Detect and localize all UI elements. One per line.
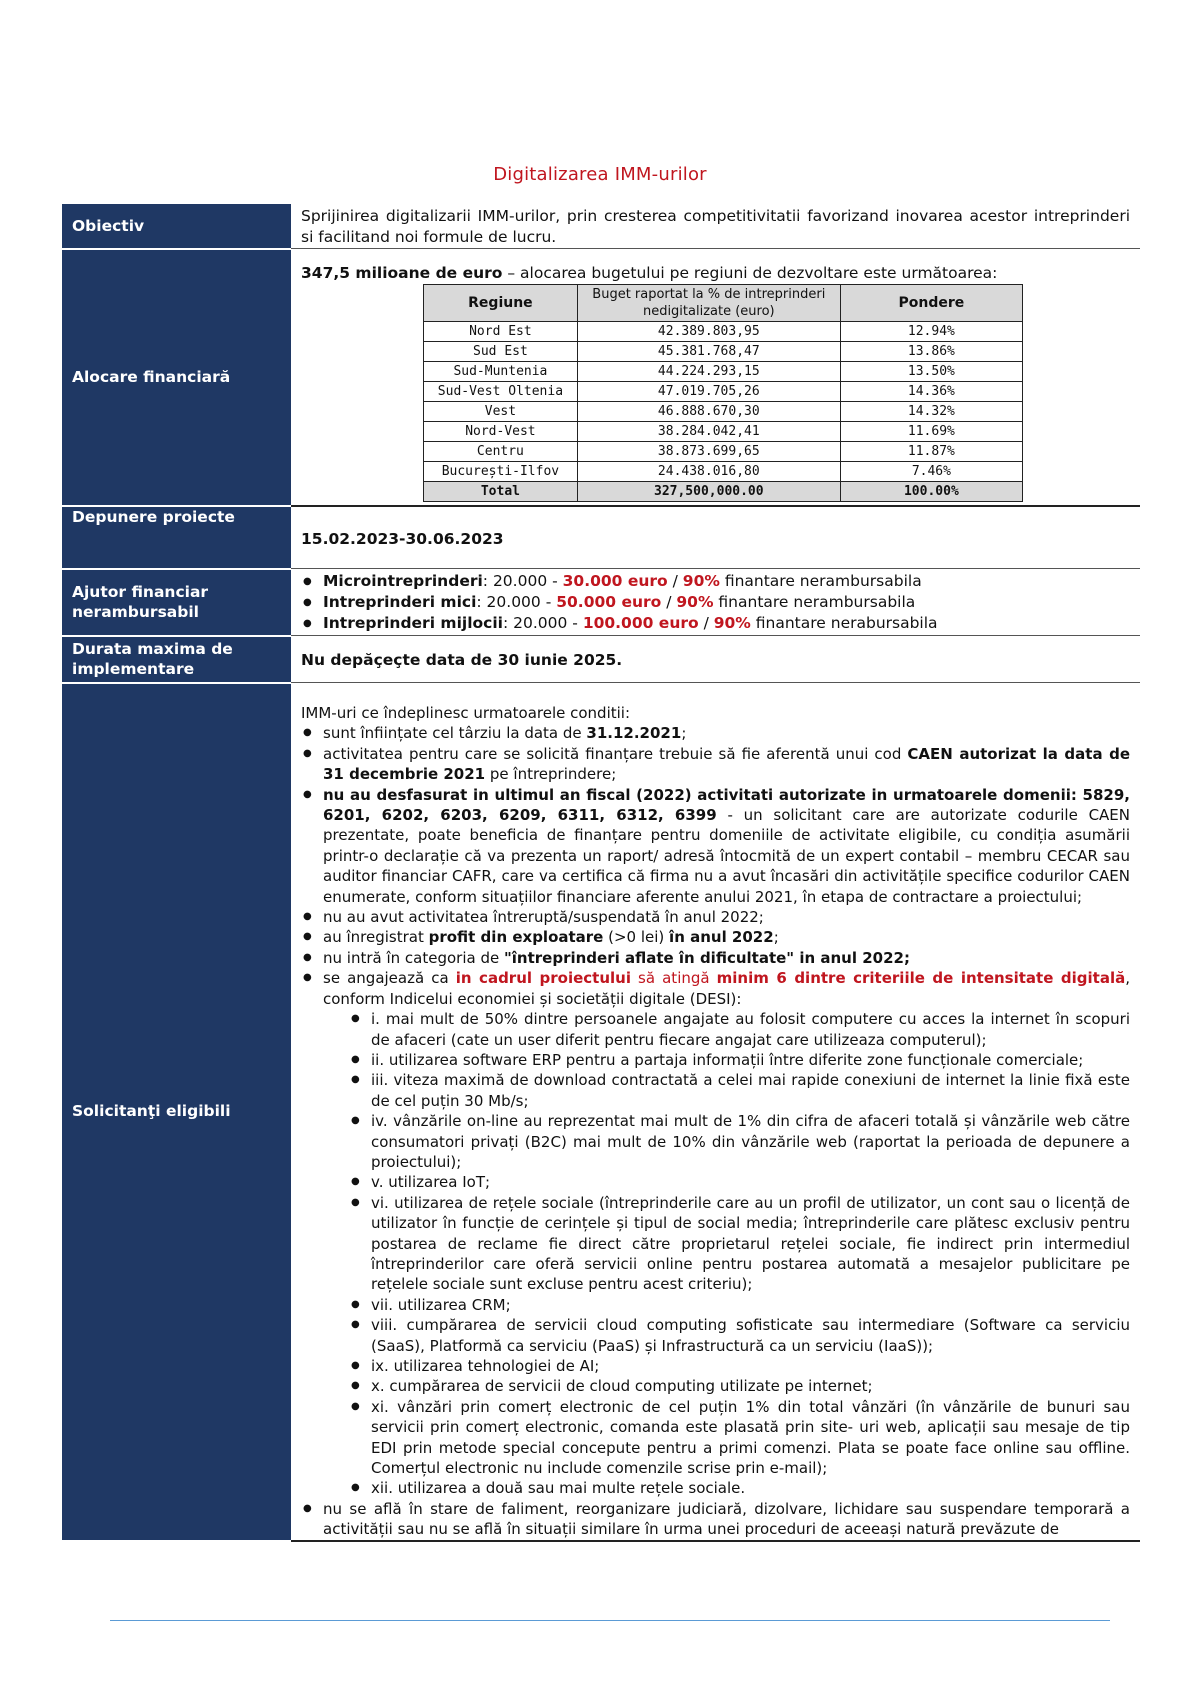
- desi-criterion: ● vii. utilizarea CRM;: [371, 1295, 1130, 1315]
- eligibility-item: [323, 948, 1130, 968]
- ajutor-tail: finantare nerambursabila: [719, 572, 922, 590]
- page-title: Digitalizarea IMM-urilor: [493, 164, 707, 185]
- alocare-amount: 347,5 milioane de euro: [301, 264, 503, 282]
- region-name: Nord Est: [424, 322, 578, 342]
- region-row: [424, 342, 1023, 362]
- region-budget: 24.438.016,80: [577, 462, 840, 482]
- ajutor-min: : 20.000 -: [502, 614, 583, 632]
- ajutor-max: 30.000 euro: [562, 572, 668, 590]
- label-text: Solicitanţi eligibili: [72, 1102, 231, 1121]
- label-ajutor: [62, 569, 291, 636]
- eligibility-item: [323, 723, 1130, 743]
- value-durata: [291, 636, 1140, 683]
- text: , conform Indicelui economiei și societății digitale (DESI):: [323, 969, 1130, 1008]
- text: ;: [773, 928, 779, 947]
- desi-criterion: ● vi. utilizarea de rețele sociale (întreprinderile care au un profil de utilizator, un cont sau o licență de utilizator în funcție de cerințele și tipul de social media; întreprinderile care plătesc exclusiv pentru postarea de reclame fie direct către proprietarul rețelei sociale, fie indirect prin intermediul întreprinderilor care oferă servicii online pentru postarea automată a mesajelor publicitare pe rețelele sociale sunt excluse pentru acest criteriu);: [371, 1193, 1130, 1295]
- eligibility-item: [323, 968, 1130, 1499]
- ajutor-min: : 20.000 -: [476, 593, 557, 611]
- ajutor-pct: 90%: [682, 572, 720, 590]
- total-label: Total: [424, 482, 578, 502]
- region-row: [424, 422, 1023, 442]
- desi-criterion: ● i. mai mult de 50% dintre persoanele angajate au folosit computere cu acces la internet în scopuri de afaceri (cate un user diferit pentru fiecare angajat care utilizeaza computerul);: [371, 1009, 1130, 1050]
- text: sunt înființate cel târziu la data de: [323, 724, 587, 743]
- region-name: Centru: [424, 442, 578, 462]
- text: nu intră în categoria de: [323, 948, 504, 967]
- label-solicitanti: [62, 683, 291, 1541]
- row-durata: [62, 636, 1140, 683]
- region-budget-table: [423, 284, 1023, 502]
- ajutor-item: [323, 571, 1130, 592]
- total-share: 100.00%: [840, 482, 1022, 502]
- eligibility-item: [323, 1499, 1130, 1540]
- text: (>0 lei): [603, 928, 670, 947]
- alocare-intro: [301, 263, 1130, 284]
- ajutor-sep: /: [661, 593, 677, 611]
- eligibility-item: [323, 785, 1130, 907]
- desi-criteria-list: [371, 1009, 1130, 1499]
- region-budget: 38.284.042,41: [577, 422, 840, 442]
- col-regiune: Regiune: [424, 285, 578, 322]
- eligibility-item: [323, 927, 1130, 947]
- desi-criterion: ● iii. viteza maximă de download contractată a celei mai rapide conexiuni de internet la linie fixă este de cel puțin 30 Mb/s;: [371, 1070, 1130, 1111]
- ajutor-pct: 90%: [713, 614, 751, 632]
- region-budget: 38.873.699,65: [577, 442, 840, 462]
- region-name: Sud Est: [424, 342, 578, 362]
- label-alocare: [62, 249, 291, 507]
- region-table-header: [424, 285, 1023, 322]
- region-total-row: [424, 482, 1023, 502]
- label-obiectiv: [62, 204, 291, 249]
- label-text: Depunere proiecte: [72, 508, 235, 526]
- region-name: București-Ilfov: [424, 462, 578, 482]
- text: au înregistrat: [323, 928, 429, 947]
- text-red: in cadrul proiectului: [455, 969, 631, 988]
- label-depunere: [62, 506, 291, 569]
- value-depunere: [291, 506, 1140, 569]
- program-table: [62, 204, 1140, 1542]
- region-row: [424, 402, 1023, 422]
- ajutor-max: 100.000 euro: [582, 614, 699, 632]
- value-obiectiv: [291, 204, 1140, 249]
- desi-criterion: ● v. utilizarea IoT;: [371, 1172, 1130, 1192]
- desi-criterion: ● iv. vânzările on-line au reprezentat mai mult de 1% din cifra de afaceri totală și vânzările web către consumatori privați (B2C) mai mult de 10% din vânzările web (raportat la perioada de depunere a proiectului);: [371, 1111, 1130, 1172]
- region-budget: 45.381.768,47: [577, 342, 840, 362]
- text: pe întreprindere;: [485, 765, 617, 784]
- footer-divider: [110, 1620, 1110, 1621]
- text: ;: [681, 724, 687, 743]
- eligibility-item: [323, 907, 1130, 927]
- text: nu se află în stare de faliment, reorganizare judiciară, dizolvare, lichidare sau suspendare temporară a activității sau nu se află în situații similare în urma unei proceduri de aceeași natură prevăzute de: [323, 1499, 1130, 1539]
- text: se angajează ca: [323, 969, 456, 988]
- ajutor-tail: finantare nerambursabila: [713, 593, 916, 611]
- text-bold: în anul 2022: [669, 928, 774, 947]
- region-budget: 44.224.293,15: [577, 362, 840, 382]
- text-bold: 31.12.2021: [586, 724, 682, 743]
- desi-criterion: ● viii. cumpărarea de servicii cloud computing sofisticate sau intermediare (Software ca serviciu (SaaS), Platformă ca serviciu (PaaS) și Infrastructură ca un serviciu (IaaS));: [371, 1315, 1130, 1356]
- region-row: [424, 442, 1023, 462]
- desi-criterion: ● x. cumpărarea de servicii de cloud computing utilizate pe internet;: [371, 1376, 1130, 1396]
- region-share: 14.36%: [840, 382, 1022, 402]
- desi-criterion: ● xi. vânzări prin comerț electronic de cel puțin 1% din total vânzări (în vânzările de bunuri sau servicii prin comerț electronic, comanda este plasată prin site- uri web, aplicații sau mesaje de tip EDI prin metode special concepute pentru a primi comenzi. Plata se poate face online sau offline. Comerțul electronic nu include comenzile scrise prin e-mail);: [371, 1397, 1130, 1479]
- desi-criterion: ● ix. utilizarea tehnologiei de AI;: [371, 1356, 1130, 1376]
- ajutor-list: [301, 571, 1130, 634]
- region-name: Sud-Vest Oltenia: [424, 382, 578, 402]
- text: nu au avut activitatea întreruptă/suspendată în anul 2022;: [323, 908, 764, 927]
- row-obiectiv: [62, 204, 1140, 249]
- eligibility-item: [323, 744, 1130, 785]
- depunere-dates: 15.02.2023-30.06.2023: [301, 530, 504, 548]
- region-row: [424, 462, 1023, 482]
- region-budget: 46.888.670,30: [577, 402, 840, 422]
- text-bold: CAEN autorizat la data de 31 decembrie 2021: [323, 744, 1130, 784]
- region-budget: 47.019.705,26: [577, 382, 840, 402]
- desi-criterion: ● ii. utilizarea software ERP pentru a partaja informații între diferite zone funcționale comerciale;: [371, 1050, 1130, 1070]
- value-ajutor: [291, 569, 1140, 636]
- ajutor-item: [323, 613, 1130, 634]
- text: activitatea pentru care se solicită finanțare trebuie să fie aferentă unui cod: [323, 744, 908, 763]
- value-solicitanti: [291, 683, 1140, 1541]
- region-name: Vest: [424, 402, 578, 422]
- col-buget: Buget raportat la % de intreprinderi nedigitalizate (euro): [577, 285, 840, 322]
- text-red-plain: să atingă: [631, 969, 717, 988]
- region-row: [424, 382, 1023, 402]
- region-share: 13.50%: [840, 362, 1022, 382]
- label-durata: [62, 636, 291, 683]
- region-share: 7.46%: [840, 462, 1022, 482]
- eligibility-list: [301, 723, 1130, 1539]
- ajutor-item: [323, 592, 1130, 613]
- row-depunere: [62, 506, 1140, 569]
- text-bold: profit din exploatare: [428, 928, 604, 947]
- value-alocare: [291, 249, 1140, 507]
- region-share: 11.87%: [840, 442, 1022, 462]
- row-solicitanti: [62, 683, 1140, 1541]
- ajutor-max: 50.000 euro: [556, 593, 662, 611]
- label-text: Ajutor financiar nerambursabil: [72, 583, 209, 621]
- ajutor-name: Intreprinderi mijlocii: [323, 614, 503, 632]
- ajutor-sep: /: [667, 572, 683, 590]
- region-share: 12.94%: [840, 322, 1022, 342]
- durata-text: Nu depăçeçte data de 30 iunie 2025.: [301, 650, 623, 669]
- solicitanti-intro: IMM-uri ce îndeplinesc urmatoarele conditii:: [301, 704, 631, 722]
- alocare-intro-text: – alocarea bugetului pe regiuni de dezvoltare este următoarea:: [502, 264, 998, 282]
- region-budget: 42.389.803,95: [577, 322, 840, 342]
- desi-criterion: ● xii. utilizarea a două sau mai multe rețele sociale.: [371, 1478, 1130, 1498]
- ajutor-sep: /: [698, 614, 714, 632]
- total-budget: 327,500,000.00: [577, 482, 840, 502]
- row-alocare: [62, 249, 1140, 507]
- text-bold: "întreprinderi aflate în dificultate" in anul 2022;: [503, 948, 910, 967]
- label-text: Alocare financiară: [72, 367, 231, 386]
- region-share: 14.32%: [840, 402, 1022, 422]
- region-row: [424, 362, 1023, 382]
- ajutor-name: Intreprinderi mici: [323, 593, 477, 611]
- region-name: Sud-Muntenia: [424, 362, 578, 382]
- text-bold: nu au desfasurat in ultimul an fiscal (2022) activitati autorizate in urmatoarele domenii: 5829, 6201, 6202, 6203, 6209, 6311, 6312, 6399: [323, 785, 1130, 825]
- ajutor-pct: 90%: [676, 593, 714, 611]
- ajutor-min: : 20.000 -: [482, 572, 563, 590]
- label-text: Obiectiv: [72, 217, 145, 235]
- region-row: [424, 322, 1023, 342]
- region-share: 11.69%: [840, 422, 1022, 442]
- text: - un solicitant care are autorizate codurile CAEN prezentate, poate beneficia de finanțare pentru domeniile de activitate eligibile, cu condiția asumării printr-o declarație că va prezenta un raport/ adresă întocmită de un expert contabil – membru CECAR sau auditor financiar CAFR, care va certifica că firma nu a avut încasări din activitățile specifice codurilor CAEN enumerate, conform situațiilor financiare aferente anului 2021, în etapa de contractare a proiectului;: [323, 806, 1131, 906]
- ajutor-name: Microintreprinderi: [323, 572, 483, 590]
- label-text: Durata maxima de implementare: [72, 640, 233, 678]
- row-ajutor: [62, 569, 1140, 636]
- region-share: 13.86%: [840, 342, 1022, 362]
- region-name: Nord-Vest: [424, 422, 578, 442]
- col-pondere: Pondere: [840, 285, 1022, 322]
- obiectiv-text: Sprijinirea digitalizarii IMM-urilor, prin cresterea competitivitatii favorizand inovarea acestor intreprinderi si facilitand noi formule de lucru.: [301, 207, 1130, 246]
- ajutor-tail: finantare nerabursabila: [750, 614, 938, 632]
- text-red: minim 6 dintre criteriile de intensitate digitală: [716, 969, 1126, 988]
